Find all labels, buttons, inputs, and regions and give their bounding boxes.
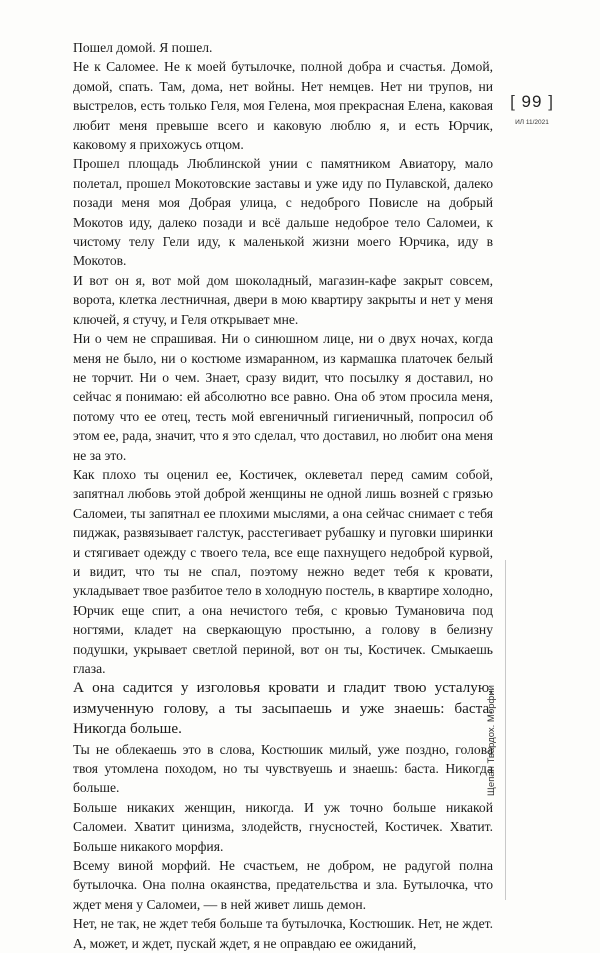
paragraph: Пошел домой. Я пошел.: [73, 40, 213, 55]
paragraph: Ты не облекаешь это в слова, Костюшик милый, уже поздно, голова твоя утомлена походом, но ты чувствуешь и знаешь: баста. Никогда больше.: [73, 741, 493, 796]
bracket-left: [: [510, 92, 516, 111]
page-number-value: 99: [521, 92, 543, 111]
paragraph: Ни о чем не спрашивая. Ни о синюшном лице, ни о двух ночах, когда меня не было, ни о костюме измаранном, из кармашка платочек белый не торчит. Ни о чем. Знает, сразу видит, что посылку я доставил, но сейчас я понимаю: ей абсолютно все равно. Она об этом просила меня, потому что ее отец, тесть мой евгеничный гигиеничный, попросил об этом ее, рада, значит, что я это сделал, что доставил, но любит она меня не за это.: [73, 331, 493, 463]
margin-divider: [505, 560, 506, 900]
article-body: [73, 38, 493, 953]
paragraph: А она садится у изголовья кровати и гладит твою усталую, измученную голову, а ты засыпаешь и уже знаешь: баста. Никогда больше.: [73, 679, 493, 738]
paragraph: Больше никаких женщин, никогда. И уж точно больше никакой Саломеи. Хватит цинизма, злодейств, гнусностей, Костичек. Хватит. Больше никакого морфия.: [73, 799, 493, 854]
paragraph: Как плохо ты оценил ее, Костичек, оклеветал перед самим собой, запятнал любовь этой доброй женщины не одной лишь возней с грязью Саломеи, ты запятнал ее плохими мыслями, а она сейчас снимает с тебя пиджак, развязывает галстук, расстегивает рубашку и пуговки ширинки и стягивает одежду с твоего тела, все еще пахнущего недоброй курвой, и видит, что ты не спал, поэтому нежно ведет тебя к кровати, укладывает твое разбитое тело в холодную постель, в квартире холодно, Юрчик еще спит, а она нечистого тебя, с кровью Тумановича под ногтями, кладет на сверкающую простыню, а голову в белизну подушки, укрывает светлой периной, вот он ты, Костичек. Смыкаешь глаза.: [73, 466, 493, 676]
page-number: [510, 92, 554, 112]
running-title: Щепан Твардох. Морфий: [486, 685, 497, 796]
issue-label: ИЛ 11/2021: [515, 119, 549, 126]
paragraph: И вот он я, вот мой дом шоколадный, магазин-кафе закрыт совсем, ворота, клетка лестничная, двери в мою квартиру закрыты и нет у меня ключей, я стучу, и Геля открывает мне.: [73, 272, 493, 327]
paragraph: Всему виной морфий. Не счастьем, не добром, не радугой полна бутылочка. Она полна окаянства, предательства и зла. Бутылочка, что ждет меня у Саломеи, — в ней живет лишь демон.: [73, 858, 493, 912]
paragraph: Нет, не так, не ждет тебя больше та бутылочка, Костюшик. Нет, не ждет. А, может, и ждет, пускай ждет, я не оправдаю ее ожиданий,: [73, 916, 493, 951]
bracket-right: ]: [548, 92, 554, 111]
paragraph: Не к Саломее. Не к моей бутылочке, полной добра и счастья. Домой, домой, спать. Там, дома, нет войны. Нет немцев. Нет ни трупов, ни выстрелов, есть только Геля, моя Гелена, моя прекрасная Елена, каковая любит меня превыше всего и каковую люблю я, и есть Юрчик, каковому я прихожусь отцом.: [73, 59, 493, 153]
paragraph: Прошел площадь Люблинской унии с памятником Авиатору, мало полетал, прошел Мокотовские заставы и уже иду по Пулавской, далеко позади меня моя Добрая улица, с недоброго Повисле на добрый Мокотов иду, далеко позади и всё дальше недоброе тело Саломеи, к чистому телу Гели иду, к маленькой жизни моего Юрчика, иду в Мокотов.: [73, 156, 493, 269]
